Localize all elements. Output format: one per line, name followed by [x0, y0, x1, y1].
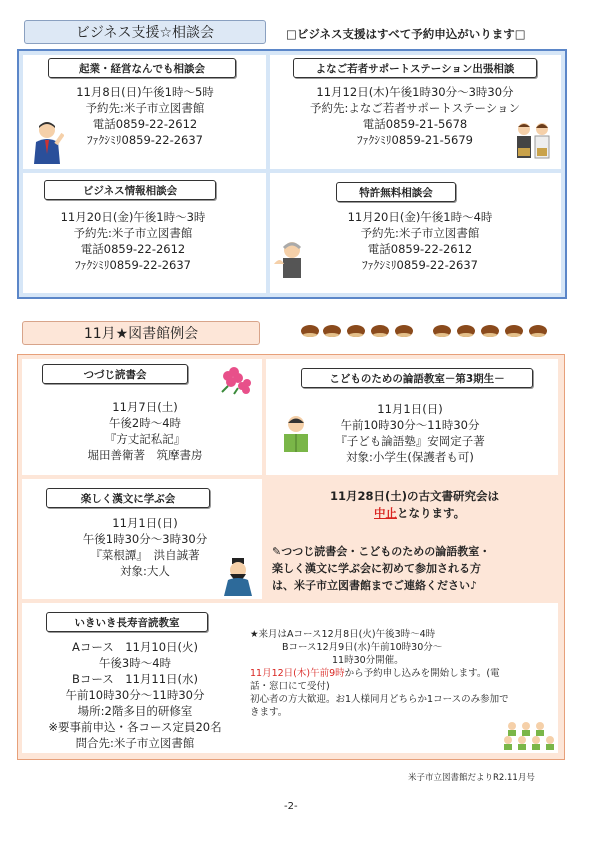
course-b-date: Bコース 11月11日(水): [71, 672, 199, 686]
course-place: 場所:2階多目的研修室: [77, 704, 193, 718]
consult-label-bizinfo: ビジネス情報相談会: [44, 180, 216, 200]
business-section-title: ビジネス支援☆相談会: [24, 20, 266, 44]
event-label-kodomo: こどものための論語教室－第3期生－: [301, 368, 533, 388]
consult-fax: ﾌｧｸｼﾐﾘ0859-22-2637: [75, 258, 191, 272]
consult-date: 11月20日(金)午後1時～4時: [347, 210, 493, 224]
next-line: 11時30分開催。: [332, 655, 404, 666]
consult-fax: ﾌｧｸｼﾐﾘ0859-21-5679: [357, 133, 473, 147]
confucius-icon: [220, 558, 256, 596]
consult-fax: ﾌｧｸｼﾐﾘ0859-22-2637: [362, 258, 478, 272]
event-book: 『菜根譚』 洪自誠著: [90, 548, 200, 562]
event-target: 対象:小学生(保護者も可): [346, 450, 474, 464]
consult-label-patent: 特許無料相談会: [336, 182, 456, 202]
consult-label-startup: 起業・経営なんでも相談会: [48, 58, 236, 78]
event-label-chouju: いきいき長寿音読教室: [46, 612, 208, 632]
event-date: 11月1日(日): [112, 516, 178, 530]
consult-date: 11月20日(金)午後1時～3時: [60, 210, 206, 224]
reservation-notice: □ビジネス支援はすべて予約申込がいります□: [286, 27, 526, 41]
consult-place: 予約先:米子市立図書館: [360, 226, 480, 240]
events-section-title: 11月★図書館例会: [22, 321, 260, 345]
chestnuts-icon: [298, 318, 568, 340]
consult-place: 予約先:米子市立図書館: [85, 101, 205, 115]
event-time: 午後2時～4時: [108, 416, 182, 430]
note-line: 楽しく漢文に学ぶ会に初めて参加される方: [272, 562, 481, 575]
cancel-notice-line2: [374, 506, 465, 521]
course-b-time: 午前10時30分～11時30分: [65, 688, 205, 702]
event-date: 11月7日(土): [112, 400, 178, 414]
course-requirement: ※要事前申込・各コース定員20名: [48, 720, 222, 734]
note-line: は、米子市立図書館までご連絡ください♪: [272, 579, 478, 592]
next-line: きます。: [250, 707, 288, 718]
event-author: 堀田善衛著 筑摩書房: [87, 448, 203, 462]
young-workers-icon: [511, 120, 555, 166]
cancel-text-end: となります。: [397, 506, 466, 520]
next-month-info: [250, 628, 509, 719]
reservation-text: から予約申し込みを開始します。(電: [344, 668, 500, 679]
event-time: 午後1時30分～3時30分: [82, 532, 208, 546]
consult-place: 予約先:よなご若者サポートステーション: [309, 101, 521, 115]
event-date: 11月1日(日): [377, 402, 443, 416]
course-contact: 問合先:米子市立図書館: [75, 736, 195, 750]
elder-advisor-icon: [270, 240, 306, 278]
consult-phone: 電話0859-22-2612: [80, 242, 186, 256]
next-line: Bコース12月9日(水)午前10時30分～: [282, 642, 443, 653]
cancel-date: 11月28日(土): [330, 489, 408, 503]
child-reading-icon: [280, 414, 312, 454]
event-label-kanbun: 楽しく漢文に学ぶ会: [46, 488, 210, 508]
cancel-notice-line1: [330, 489, 499, 504]
first-time-note: [272, 543, 490, 594]
reservation-start: 11月12日(木)午前9時: [250, 668, 345, 679]
reading-group-icon: [502, 720, 558, 754]
next-line: 初心者の方大歓迎。お1人様同月どちらか1コースのみ参加で: [250, 694, 509, 705]
businessman-icon: [30, 120, 64, 164]
consult-place: 予約先:米子市立図書館: [73, 226, 193, 240]
next-line: [250, 667, 509, 680]
event-target: 対象:大人: [120, 564, 170, 578]
event-time: 午前10時30分～11時30分: [340, 418, 480, 432]
consult-phone: 電話0859-21-5678: [362, 117, 468, 131]
course-a-date: Aコース 11月10日(火): [71, 640, 199, 654]
next-line: ★来月はAコース12月8日(火)午後3時～4時: [250, 629, 436, 640]
consult-label-youth: よなご若者サポートステーション出張相談: [293, 58, 537, 78]
page-number: -2-: [284, 801, 298, 812]
event-book: 『子ども論語塾』安岡定子著: [335, 434, 485, 448]
consult-fax: ﾌｧｸｼﾐﾘ0859-22-2637: [87, 133, 203, 147]
cancel-text: の古文書研究会は: [407, 489, 500, 503]
course-a-time: 午後3時～4時: [98, 656, 172, 670]
note-line: ✎つつじ読書会・こどものための論語教室・: [272, 545, 491, 558]
cancel-word: 中止: [374, 506, 397, 520]
consult-phone: 電話0859-22-2612: [92, 117, 198, 131]
azalea-icon: [218, 366, 252, 396]
consult-date: 11月8日(日)午後1時～5時: [76, 85, 214, 99]
event-book: 『方丈記私記』: [104, 432, 186, 446]
consult-date: 11月12日(木)午後1時30分～3時30分: [316, 85, 514, 99]
event-label-tsuji: つづじ読書会: [42, 364, 188, 384]
next-line: 話・窓口にて受付): [250, 681, 330, 692]
newsletter-credit: 米子市立図書館だよりR2.11月号: [408, 773, 535, 783]
consult-phone: 電話0859-22-2612: [367, 242, 473, 256]
